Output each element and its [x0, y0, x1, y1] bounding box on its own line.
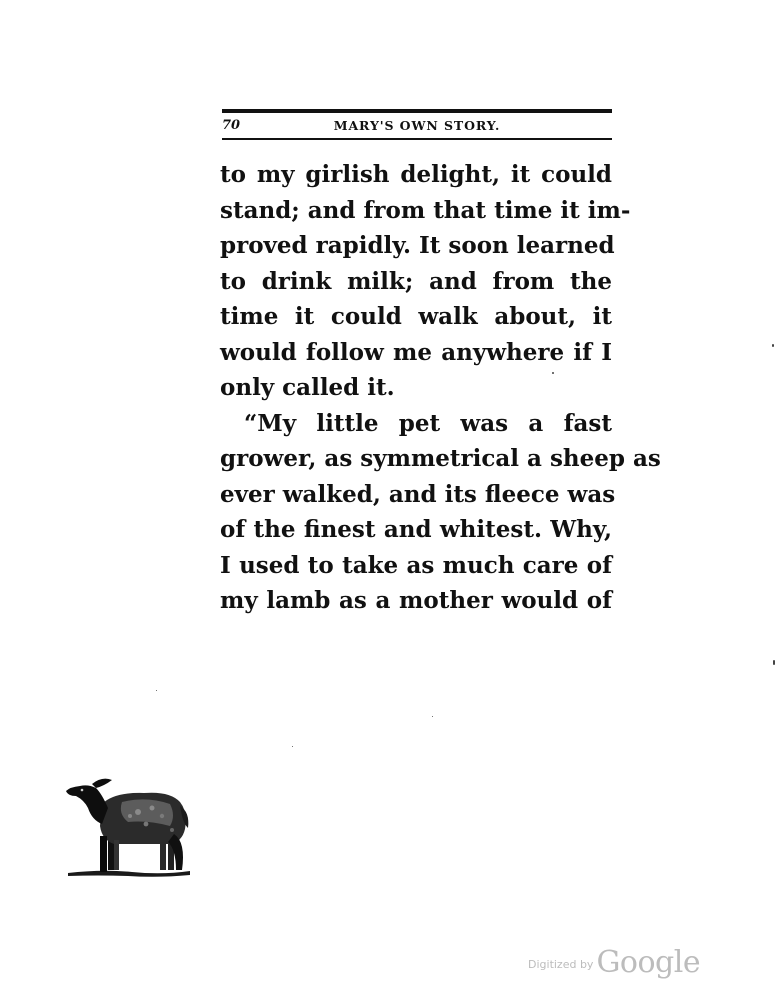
text-line: I used to take as much care of [220, 551, 612, 579]
print-speck [292, 746, 293, 747]
header-top-rule [222, 109, 612, 113]
text-line: ever walked, and its fleece was [220, 480, 616, 508]
text-line: would follow me anywhere if I [220, 338, 612, 366]
page-header [222, 118, 612, 136]
text-line: time it could walk about, it [220, 303, 612, 330]
page-number: 70 [222, 118, 241, 133]
lamb-illustration [62, 772, 194, 880]
text-line: of the finest and whitest. Why, [220, 516, 612, 543]
text-line: to my girlish delight, it could [220, 161, 612, 188]
digitized-watermark [528, 945, 700, 980]
print-speck [772, 344, 774, 347]
print-speck [773, 660, 775, 665]
text-line: grower, as symmetrical a sheep as [220, 445, 661, 472]
header-bottom-rule [222, 138, 612, 140]
print-speck [552, 372, 554, 374]
text-line: my lamb as a mother would of [220, 587, 612, 614]
text-line: only called it. [220, 374, 395, 401]
text-line: “My little pet was a fast [244, 409, 612, 437]
running-head: MARY'S OWN STORY. [333, 118, 501, 133]
watermark-brand: Google [596, 945, 701, 980]
print-speck [432, 716, 433, 717]
text-line: stand; and from that time it im- [220, 196, 631, 224]
body-text [220, 157, 661, 619]
print-speck [156, 690, 157, 691]
text-line: to drink milk; and from the [220, 267, 612, 295]
text-line: proved rapidly. It soon learned [220, 232, 615, 259]
watermark-prefix: Digitized by [528, 958, 594, 971]
